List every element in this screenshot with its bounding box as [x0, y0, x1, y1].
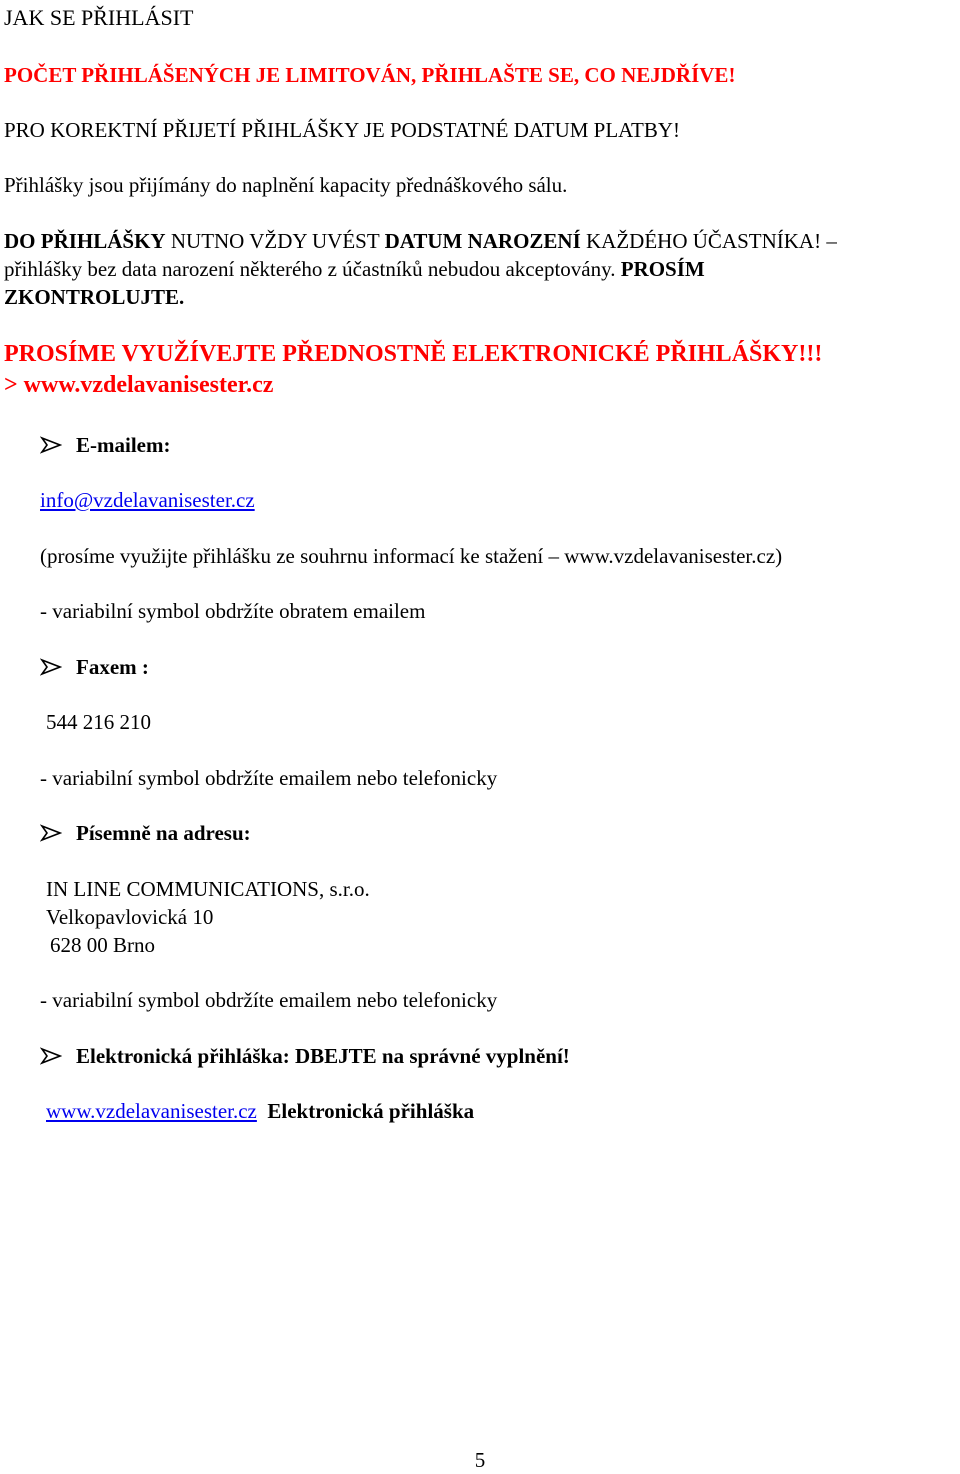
email-heading [40, 431, 170, 459]
post-vs-note: - variabilní symbol obdržíte emailem nebo telefonicky [40, 988, 498, 1012]
email-note: (prosíme využijte přihlášku ze souhrnu informací ke stažení – www.vzdelavanisester.cz) [40, 544, 783, 568]
birthdate-part4: KAŽDÉHO ÚČASTNÍKA! – [580, 229, 837, 253]
email-address-link[interactable]: info@vzdelavanisester.cz [40, 488, 255, 512]
electronic-notice: PROSÍME VYUŽÍVEJTE PŘEDNOSTNĚ ELEKTRONICKÉ PŘIHLÁŠKY!!! [4, 341, 823, 367]
post-street: Velkopavlovická 10 [46, 905, 214, 929]
notice-capacity: Přihlášky jsou přijímány do naplnění kapacity přednáškového sálu. [4, 173, 568, 197]
post-heading-label: Písemně na adresu: [76, 821, 251, 845]
eform-heading [40, 1042, 570, 1070]
eform-link[interactable]: www.vzdelavanisester.cz [46, 1099, 257, 1123]
arrow-bullet-icon [40, 824, 62, 842]
notice-payment: PRO KOREKTNÍ PŘIJETÍ PŘIHLÁŠKY JE PODSTATNÉ DATUM PLATBY! [4, 118, 680, 142]
birthdate-line2-bold: PROSÍM [620, 257, 705, 281]
eform-label: Elektronická přihláška [267, 1099, 475, 1123]
post-city: 628 00 Brno [50, 933, 155, 957]
post-company: IN LINE COMMUNICATIONS, s.r.o. [46, 877, 370, 901]
notice-limited: POČET PŘIHLÁŠENÝCH JE LIMITOVÁN, PŘIHLAŠTE SE, CO NEJDŘÍVE! [4, 63, 736, 87]
fax-heading [40, 653, 149, 681]
arrow-bullet-icon [40, 658, 62, 676]
page-number: 5 [474, 1448, 486, 1472]
email-vs-note: - variabilní symbol obdržíte obratem emailem [40, 599, 426, 623]
eform-row [46, 1097, 474, 1125]
birthdate-requirement [4, 227, 837, 255]
page-title: JAK SE PŘIHLÁSIT [4, 5, 194, 30]
fax-heading-label: Faxem : [76, 655, 149, 679]
birthdate-line2 [4, 255, 705, 283]
electronic-url[interactable]: > www.vzdelavanisester.cz [4, 372, 274, 398]
email-heading-label: E-mailem: [76, 433, 171, 457]
arrow-bullet-icon [40, 1047, 62, 1065]
birthdate-part3: DATUM NAROZENÍ [384, 229, 581, 253]
fax-number: 544 216 210 [46, 710, 151, 734]
arrow-bullet-icon [40, 436, 62, 454]
birthdate-part1: DO PŘIHLÁŠKY [4, 229, 166, 253]
eform-heading-label: Elektronická přihláška: DBEJTE na správné vyplnění! [76, 1044, 570, 1068]
birthdate-line2-text: přihlášky bez data narození některého z účastníků nebudou akceptovány. [4, 257, 621, 281]
birthdate-part2: NUTNO VŽDY UVÉST [165, 229, 385, 253]
post-heading [40, 819, 251, 847]
fax-vs-note: - variabilní symbol obdržíte emailem nebo telefonicky [40, 766, 498, 790]
birthdate-line3: ZKONTROLUJTE. [4, 285, 185, 309]
